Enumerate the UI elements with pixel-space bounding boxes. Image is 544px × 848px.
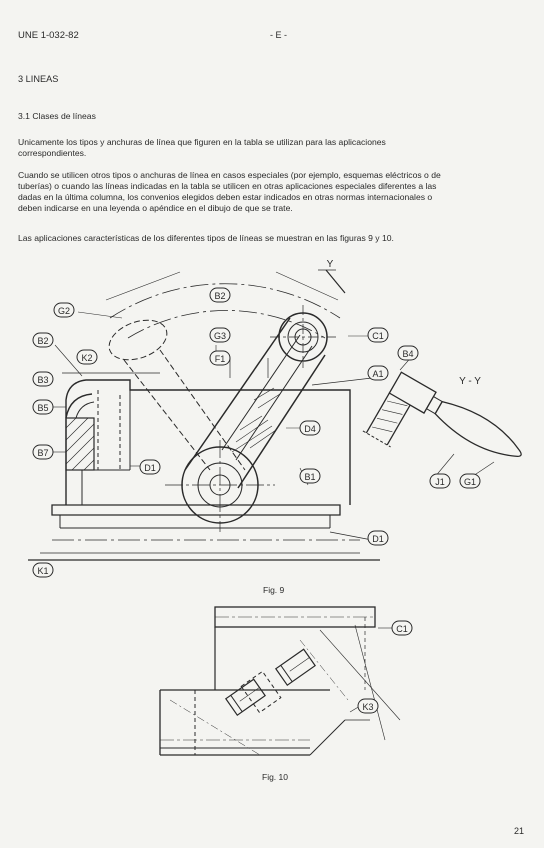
paragraph-line: dadas en la última columna, los convenios elegidos deben estar indicados en otras normas internacionales o bbox=[18, 192, 433, 202]
document-code: UNE 1-032-82 bbox=[18, 30, 79, 41]
callout-g1: G1 bbox=[463, 477, 477, 487]
paragraph-line: deben indicarse en una leyenda o apéndice en el dibujo de que se trate. bbox=[18, 203, 293, 213]
callout-g3: G3 bbox=[213, 331, 227, 341]
callout-g2: G2 bbox=[57, 306, 71, 316]
callout-c1: C1 bbox=[372, 331, 384, 341]
header-mark: - E - bbox=[270, 30, 287, 40]
paragraph-line: Unicamente los tipos y anchuras de línea que figuren en la tabla se utilizan para las aplicaciones bbox=[18, 137, 386, 147]
callout-k3: K3 bbox=[362, 702, 374, 712]
callout-b7: B7 bbox=[37, 448, 49, 458]
paragraph-line: Las aplicaciones características de los diferentes tipos de líneas se muestran en las figuras 9 y 10. bbox=[18, 233, 394, 243]
callout-k1: K1 bbox=[37, 566, 49, 576]
section-label-yy: Y - Y bbox=[459, 376, 481, 387]
figure-10-caption: Fig. 10 bbox=[262, 772, 288, 782]
callout-d1: D1 bbox=[144, 463, 156, 473]
figure-10-drawing bbox=[0, 600, 544, 765]
paragraph-1 bbox=[18, 137, 530, 159]
callout-j1: J1 bbox=[435, 477, 445, 487]
figure-9-drawing bbox=[0, 250, 544, 590]
callout-a1: A1 bbox=[372, 369, 384, 379]
page-number: 21 bbox=[514, 826, 525, 836]
callout-b2: B2 bbox=[214, 291, 226, 301]
callout-b5: B5 bbox=[37, 403, 49, 413]
figure-9-caption: Fig. 9 bbox=[263, 585, 285, 595]
section-title: 3 LINEAS bbox=[18, 74, 59, 84]
view-label-y: Y bbox=[326, 259, 334, 270]
callout-f1: F1 bbox=[214, 354, 226, 364]
paragraph-3 bbox=[18, 233, 530, 244]
callout-b4: B4 bbox=[402, 349, 414, 359]
callout-c1-fig10: C1 bbox=[396, 624, 408, 634]
callout-b3: B3 bbox=[37, 375, 49, 385]
paragraph-2 bbox=[18, 170, 530, 214]
paragraph-line: correspondientes. bbox=[18, 148, 87, 158]
paragraph-line: tuberías) o cuando las líneas indicadas en la tabla se utilicen en otras aplicaciones especiales diferentes a las bbox=[18, 181, 437, 191]
callout-k2: K2 bbox=[81, 353, 93, 363]
paragraph-line: Cuando se utilicen otros tipos o anchuras de línea en casos especiales (por ejemplo, esquemas eléctricos o de bbox=[18, 170, 441, 180]
callout-b1: B1 bbox=[304, 472, 316, 482]
callout-b2-left: B2 bbox=[37, 336, 49, 346]
callout-d1-bottom: D1 bbox=[372, 534, 384, 544]
callout-d4: D4 bbox=[304, 424, 316, 434]
subsection-title: 3.1 Clases de líneas bbox=[18, 111, 96, 121]
